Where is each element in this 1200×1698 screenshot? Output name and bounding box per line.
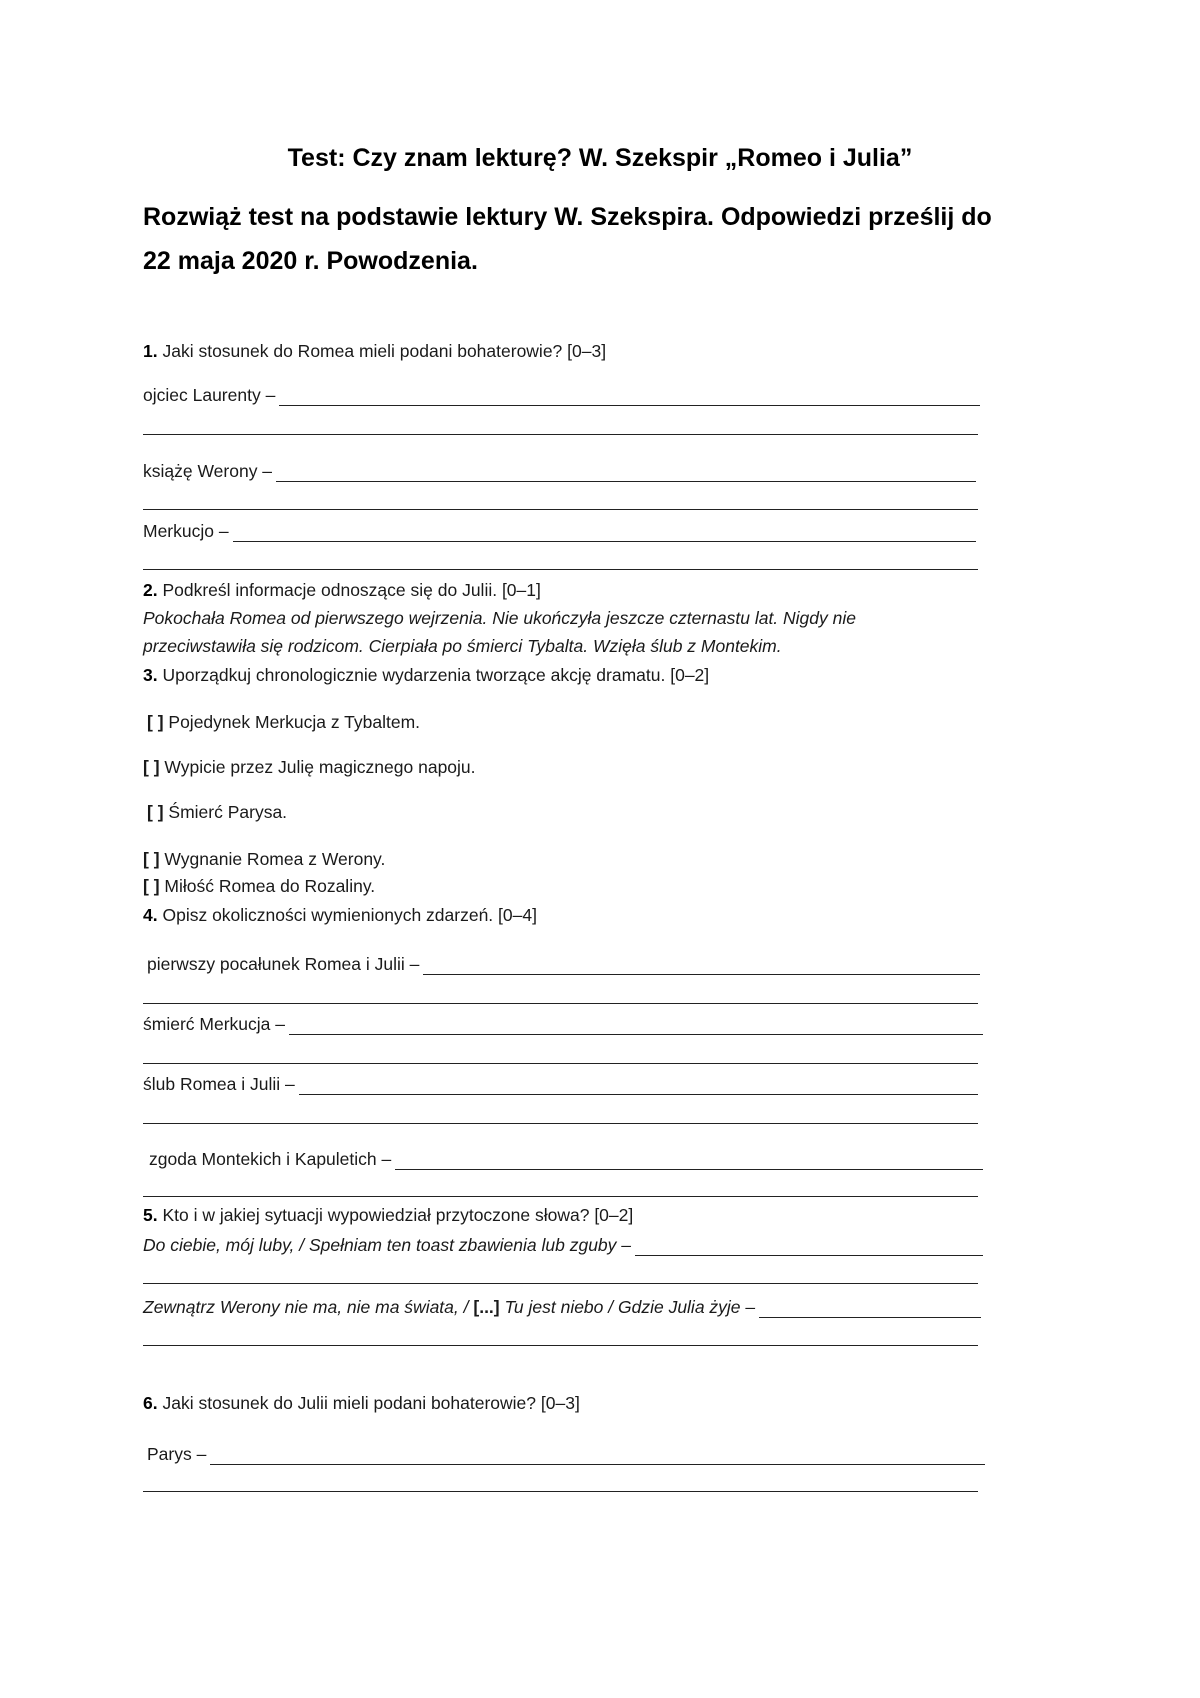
question-5-number: 5. bbox=[143, 1205, 158, 1225]
question-2-number: 2. bbox=[143, 580, 158, 600]
answer-line[interactable] bbox=[289, 1016, 983, 1035]
answer-label: książę Werony – bbox=[143, 461, 273, 481]
answer-line[interactable] bbox=[143, 434, 978, 435]
order-checkbox[interactable]: [ ] bbox=[143, 757, 160, 777]
answer-line[interactable] bbox=[143, 569, 978, 570]
answer-line[interactable] bbox=[143, 1123, 978, 1124]
answer-label: pierwszy pocałunek Romea i Julii – bbox=[147, 954, 420, 974]
event-item bbox=[143, 757, 476, 778]
instructions-line-1: Rozwiąż test na podstawie lektury W. Szekspira. Odpowiedzi prześlij do bbox=[143, 203, 992, 231]
quote-text: Do ciebie, mój luby, / Spełniam ten toast zbawienia lub zguby – bbox=[143, 1235, 632, 1255]
question-1-number: 1. bbox=[143, 341, 158, 361]
answer-label: Parys – bbox=[147, 1444, 207, 1464]
answer-line[interactable] bbox=[143, 1063, 978, 1064]
event-item bbox=[143, 876, 375, 897]
question-5-text: Kto i w jakiej sytuacji wypowiedział przytoczone słowa? [0–2] bbox=[157, 1205, 634, 1225]
event-item bbox=[147, 712, 420, 733]
answer-line[interactable] bbox=[143, 1196, 978, 1197]
question-2 bbox=[143, 580, 541, 601]
answer-row-zgoda-rodow[interactable] bbox=[149, 1144, 983, 1170]
answer-line[interactable] bbox=[143, 1003, 978, 1004]
event-text: Wypicie przez Julię magicznego napoju. bbox=[164, 757, 476, 777]
order-checkbox[interactable]: [ ] bbox=[143, 849, 160, 869]
question-3-number: 3. bbox=[143, 665, 158, 685]
question-4-text: Opisz okoliczności wymienionych zdarzeń. [0–4] bbox=[157, 905, 537, 925]
question-3 bbox=[143, 665, 709, 686]
answer-line[interactable] bbox=[143, 1345, 978, 1346]
question-1-text: Jaki stosunek do Romea mieli podani bohaterowie? [0–3] bbox=[157, 341, 607, 361]
order-checkbox[interactable]: [ ] bbox=[147, 712, 164, 732]
answer-line[interactable] bbox=[635, 1237, 983, 1256]
answer-row-slub-romea-i-julii[interactable] bbox=[143, 1069, 978, 1095]
event-item bbox=[143, 849, 385, 870]
event-item bbox=[147, 802, 287, 823]
answer-line[interactable] bbox=[395, 1151, 983, 1170]
answer-row-merkucjo[interactable] bbox=[143, 516, 976, 542]
answer-label: ojciec Laurenty – bbox=[143, 385, 276, 405]
order-checkbox[interactable]: [ ] bbox=[147, 802, 164, 822]
question-6-text: Jaki stosunek do Julii mieli podani bohaterowie? [0–3] bbox=[157, 1393, 580, 1413]
question-4-number: 4. bbox=[143, 905, 158, 925]
quote-part: Zewnątrz Werony nie ma, nie ma świata, / bbox=[143, 1297, 469, 1317]
quote-text bbox=[143, 1296, 755, 1318]
answer-label: śmierć Merkucja – bbox=[143, 1014, 285, 1034]
answer-line[interactable] bbox=[143, 1491, 978, 1492]
question-2-text: Podkreśl informacje odnoszące się do Julii. [0–1] bbox=[157, 580, 541, 600]
answer-row-pierwszy-pocalunek[interactable] bbox=[147, 949, 980, 975]
order-checkbox[interactable]: [ ] bbox=[143, 876, 160, 896]
answer-row-quote-1[interactable] bbox=[143, 1230, 983, 1256]
event-text: Śmierć Parysa. bbox=[168, 802, 288, 822]
question-3-text: Uporządkuj chronologicznie wydarzenia tworzące akcję dramatu. [0–2] bbox=[157, 665, 710, 685]
question-6 bbox=[143, 1393, 580, 1414]
answer-label: zgoda Montekich i Kapuletich – bbox=[149, 1149, 392, 1169]
answer-line[interactable] bbox=[233, 523, 976, 542]
question-4 bbox=[143, 905, 537, 926]
answer-row-ksiaze-werony[interactable] bbox=[143, 456, 976, 482]
question-6-number: 6. bbox=[143, 1393, 158, 1413]
answer-row-parys[interactable] bbox=[147, 1439, 985, 1465]
answer-label: Merkucjo – bbox=[143, 521, 229, 541]
page-title: Test: Czy znam lekturę? W. Szekspir „Romeo i Julia” bbox=[287, 144, 913, 172]
question-5 bbox=[143, 1205, 633, 1226]
answer-line[interactable] bbox=[210, 1446, 985, 1465]
answer-line[interactable] bbox=[423, 956, 980, 975]
julia-facts-line-2[interactable]: przeciwstawiła się rodzicom. Cierpiała po śmierci Tybalta. Wzięła ślub z Montekim. bbox=[143, 636, 782, 656]
answer-line[interactable] bbox=[279, 387, 980, 406]
event-text: Wygnanie Romea z Werony. bbox=[164, 849, 386, 869]
quote-ellipsis: [...] bbox=[473, 1297, 500, 1317]
event-text: Miłość Romea do Rozaliny. bbox=[164, 876, 376, 896]
answer-row-smierc-merkucja[interactable] bbox=[143, 1009, 983, 1035]
answer-label: ślub Romea i Julii – bbox=[143, 1074, 295, 1094]
instructions-line-2: 22 maja 2020 r. Powodzenia. bbox=[143, 247, 478, 275]
answer-row-ojciec-laurenty[interactable] bbox=[143, 380, 980, 406]
question-1 bbox=[143, 341, 606, 362]
answer-line[interactable] bbox=[759, 1299, 981, 1318]
answer-row-quote-2[interactable] bbox=[143, 1292, 981, 1318]
answer-line[interactable] bbox=[143, 509, 978, 510]
answer-line[interactable] bbox=[143, 1283, 978, 1284]
answer-line[interactable] bbox=[276, 463, 976, 482]
quote-part: Tu jest niebo / Gdzie Julia żyje – bbox=[504, 1297, 756, 1317]
answer-line[interactable] bbox=[299, 1076, 978, 1095]
event-text: Pojedynek Merkucja z Tybaltem. bbox=[168, 712, 421, 732]
julia-facts-line-1[interactable]: Pokochała Romea od pierwszego wejrzenia. Nie ukończyła jeszcze czternastu lat. Nigdy nie bbox=[143, 608, 856, 628]
